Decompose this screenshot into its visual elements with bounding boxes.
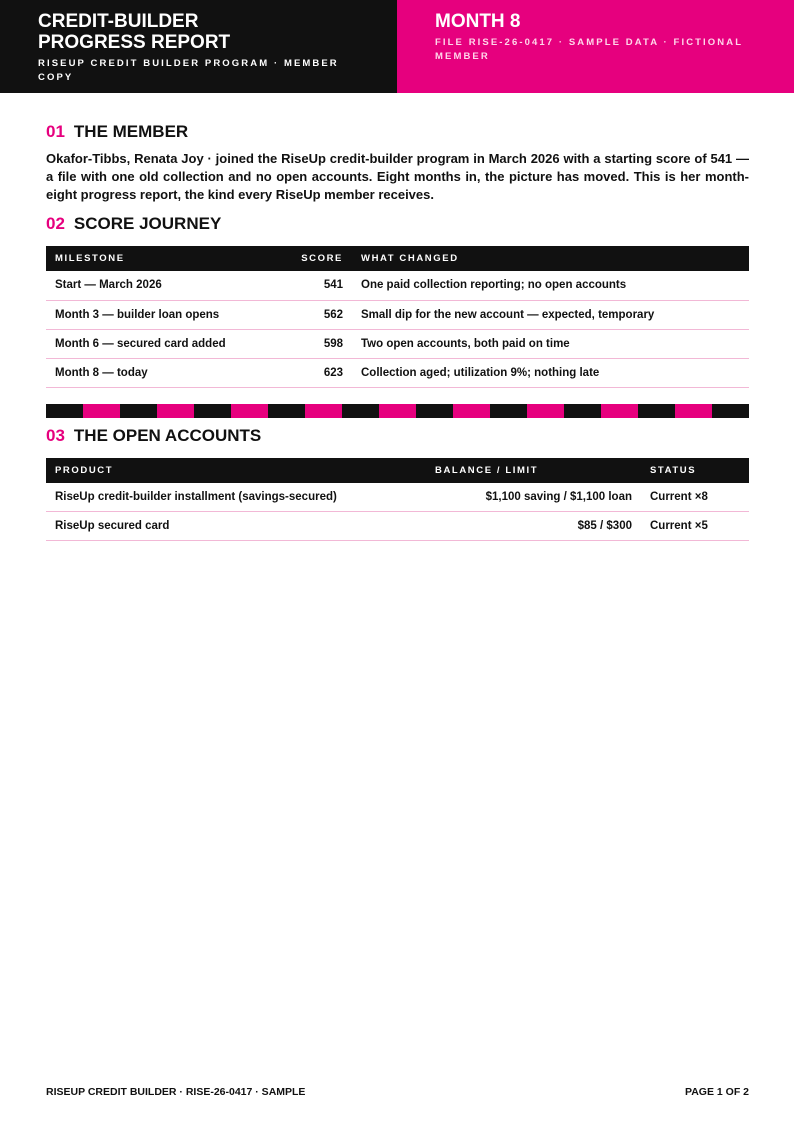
footer-left: RISEUP CREDIT BUILDER · RISE-26-0417 · SAMPLE	[46, 1086, 306, 1098]
column-header-score: SCORE	[301, 253, 343, 264]
change-cell: One paid collection reporting; no open accounts	[352, 271, 749, 300]
member-summary: Okafor-Tibbs, Renata Joy · joined the RiseUp credit-builder program in March 2026 with a starting score of 541 — a file with one old collection and no open accounts. Eight months in, the picture has moved. This is her month-eight progress report, the kind every RiseUp member receives.	[46, 151, 749, 202]
report-title-line-2: PROGRESS REPORT	[38, 32, 231, 53]
milestone-cell: Month 3 — builder loan opens	[46, 300, 283, 329]
header-title-block	[0, 0, 397, 93]
balance-cell: $85 / $300	[426, 512, 641, 541]
table-header-row	[46, 458, 749, 483]
table-row	[46, 329, 749, 358]
milestone-cell: Start — March 2026	[46, 271, 283, 300]
report-header	[0, 0, 794, 93]
section-heading-accounts	[46, 426, 749, 446]
column-header-product: PRODUCT	[55, 464, 114, 476]
score-cell: 623	[283, 358, 352, 387]
column-header-milestone: MILESTONE	[55, 253, 125, 264]
status-cell: Current ×8	[641, 483, 749, 512]
report-title-line-1: CREDIT-BUILDER	[38, 11, 199, 32]
change-cell: Two open accounts, both paid on time	[352, 329, 749, 358]
report-title	[38, 11, 359, 53]
milestone-cell: Month 8 — today	[46, 358, 283, 387]
section-title: SCORE JOURNEY	[73, 214, 222, 233]
file-line: FILE RISE-26-0417 · SAMPLE DATA · FICTIONAL MEMBER	[435, 37, 743, 62]
report-body	[46, 122, 749, 541]
column-header-status: STATUS	[650, 464, 697, 476]
product-cell: RiseUp secured card	[46, 512, 426, 541]
page-footer	[46, 1086, 749, 1098]
section-heading-journey	[46, 214, 749, 234]
score-cell: 541	[283, 271, 352, 300]
section-number: 01	[46, 122, 65, 141]
table-row	[46, 483, 749, 512]
balance-cell: $1,100 saving / $1,100 loan	[426, 483, 641, 512]
report-month: MONTH 8	[435, 11, 521, 32]
table-header-row	[46, 246, 749, 271]
section-title: THE OPEN ACCOUNTS	[73, 425, 262, 445]
table-row	[46, 358, 749, 387]
section-number: 02	[46, 214, 65, 233]
section-number: 03	[46, 425, 65, 445]
section-heading-member	[46, 122, 749, 142]
header-month-block	[397, 0, 794, 93]
section-title: THE MEMBER	[73, 122, 189, 141]
change-cell: Collection aged; utilization 9%; nothing late	[352, 358, 749, 387]
product-cell: RiseUp credit-builder installment (savings-secured)	[46, 483, 426, 512]
decorative-stripe-divider	[46, 404, 749, 418]
open-accounts-table	[46, 458, 749, 542]
table-row	[46, 300, 749, 329]
status-cell: Current ×5	[641, 512, 749, 541]
table-row	[46, 512, 749, 541]
score-cell: 598	[283, 329, 352, 358]
table-row	[46, 271, 749, 300]
score-journey-table	[46, 246, 749, 388]
column-header-change: WHAT CHANGED	[361, 253, 459, 264]
score-cell: 562	[283, 300, 352, 329]
column-header-balance: BALANCE / LIMIT	[435, 464, 539, 476]
change-cell: Small dip for the new account — expected, temporary	[352, 300, 749, 329]
program-subline: RISEUP CREDIT BUILDER PROGRAM · MEMBER COPY	[38, 58, 339, 83]
milestone-cell: Month 6 — secured card added	[46, 329, 283, 358]
page-number: PAGE 1 OF 2	[685, 1086, 749, 1098]
